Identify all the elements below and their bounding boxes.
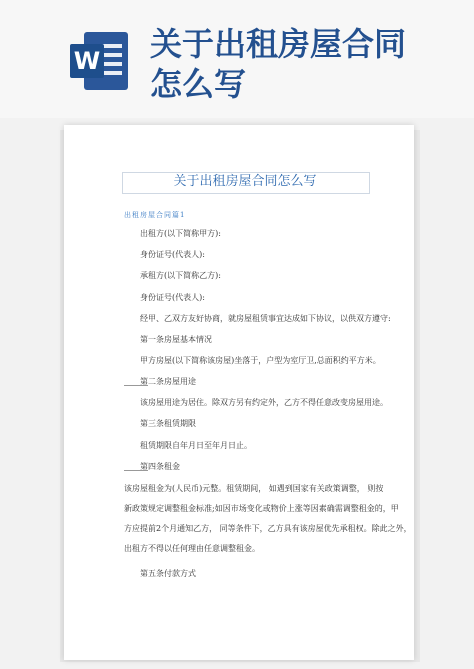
doc-line: 身份证号(代表人):	[140, 250, 205, 259]
doc-line: 第四条租金	[140, 462, 180, 471]
doc-line: 经甲、乙双方友好协商，就房屋租赁事宜达成如下协议，以供双方遵守:	[140, 314, 391, 323]
document-page	[64, 125, 414, 660]
page-title-line-1: 关于出租房屋合同	[150, 25, 407, 63]
doc-line: 该房屋用途为居住。除双方另有约定外，乙方不得任意改变房屋用途。	[140, 398, 388, 407]
document-title: 关于出租房屋合同怎么写	[173, 174, 317, 189]
page-title	[150, 24, 406, 104]
word-document-icon	[66, 28, 132, 96]
page-title-line-2: 怎么写	[150, 65, 247, 103]
header-banner	[0, 0, 474, 118]
doc-line: 第一条房屋基本情况	[140, 335, 212, 344]
doc-line: 出租方不得以任何理由任意调整租金。	[124, 544, 260, 553]
doc-line: 承租方(以下简称乙方):	[140, 271, 221, 280]
doc-line: 出租方(以下简称甲方):	[140, 229, 221, 238]
doc-line: 租赁期限自年月日至年月日止。	[140, 441, 252, 450]
doc-line: 该房屋租金为(人民币)元整。租赁期间， 如遇到国家有关政策调整， 则按	[124, 484, 384, 493]
doc-line: 第二条房屋用途	[140, 377, 196, 386]
doc-line: 第三条租赁期限	[140, 419, 196, 428]
doc-line: 方应提前2个月通知乙方， 同等条件下，乙方具有该房屋优先承租权。除此之外，	[124, 524, 412, 533]
word-icon-letter: W	[70, 44, 104, 78]
doc-line: 身份证号(代表人):	[140, 293, 205, 302]
doc-line: 甲方房屋(以下简称该房屋)坐落于，户型为室厅卫,总面积约平方米。	[140, 356, 381, 365]
doc-line: 新政策规定调整租金标准;如因市场变化或物价上涨等因素确需调整租金的，甲	[124, 504, 399, 513]
doc-line: 第五条付款方式	[140, 569, 196, 578]
document-subheading: 出租房屋合同篇1	[124, 211, 186, 219]
